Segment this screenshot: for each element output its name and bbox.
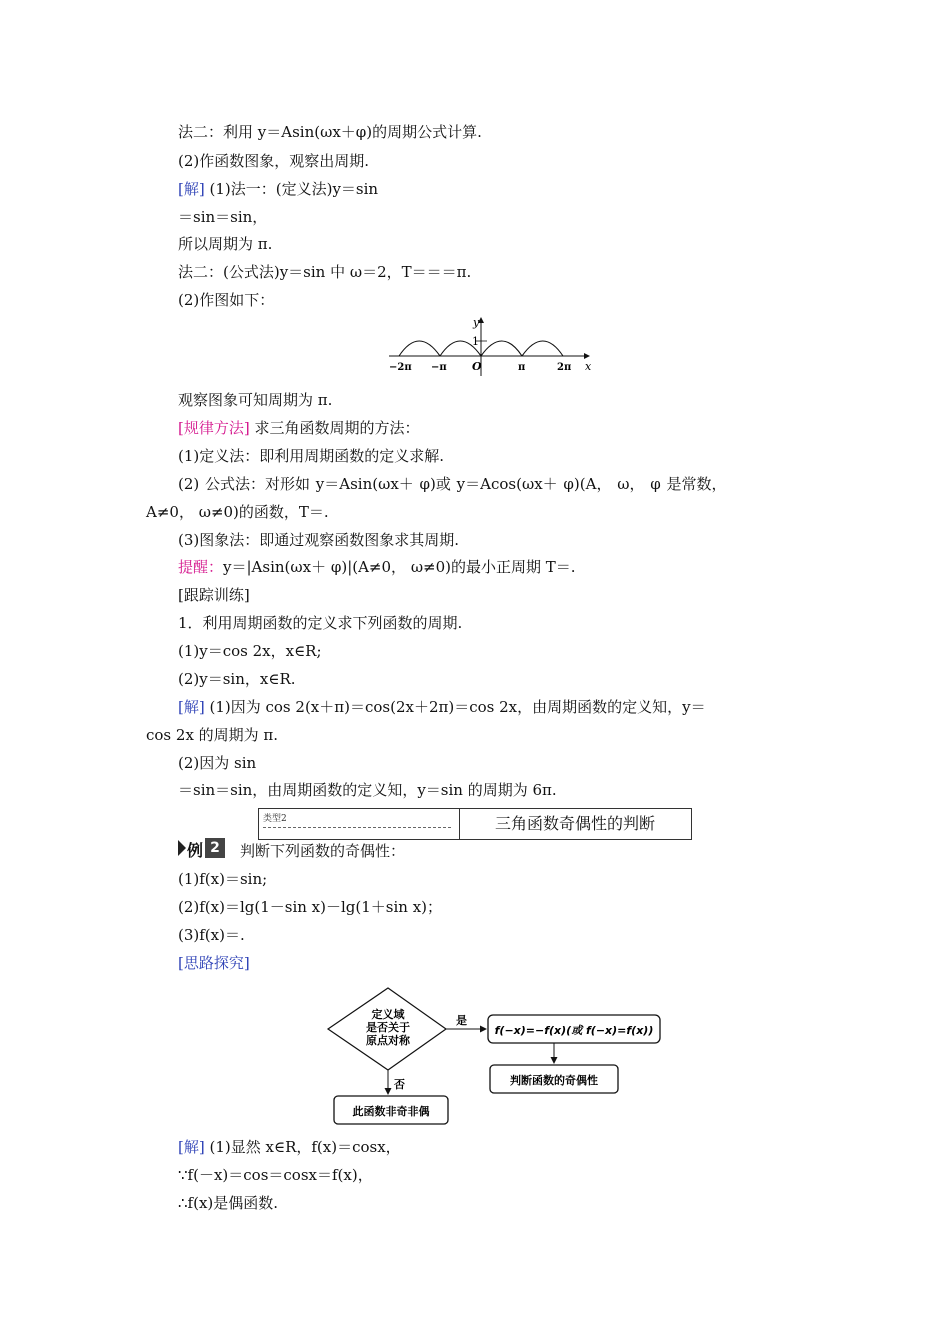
curve-arch-1	[399, 341, 440, 356]
neither-text: 此函数非奇非偶	[352, 1105, 430, 1118]
yes-label: 是	[456, 1014, 467, 1027]
line-14	[178, 557, 576, 577]
line-21: (2)因为 sin	[178, 754, 257, 772]
line-27: [思路探究]	[178, 954, 250, 972]
line-28	[178, 1137, 401, 1157]
type-heading-box	[258, 808, 692, 840]
line-24: (1)f(x)＝sin;	[178, 870, 268, 888]
line-4: ＝sin＝sin，	[178, 208, 268, 226]
triangle-icon	[178, 840, 186, 856]
type-tag: 类型2	[263, 814, 287, 824]
diamond-line: 是否关于	[366, 1021, 410, 1034]
example-word: 例	[187, 841, 204, 860]
line-13: (3)图象法：即通过观察函数图象求其周期.	[178, 531, 460, 549]
line-30: ∴f(x)是偶函数.	[178, 1194, 279, 1212]
line-3	[178, 179, 378, 199]
line-18: (2)y＝sin，x∈R.	[178, 670, 296, 688]
tick-label: π	[518, 362, 526, 373]
y-axis-label: y	[473, 316, 480, 329]
type-tag-cell	[259, 809, 460, 839]
solution-tag: [解]	[178, 180, 205, 198]
line-23: 判断下列函数的奇偶性：	[240, 842, 406, 860]
line-8: 观察图象可知周期为 π.	[178, 391, 333, 409]
line-19-text: (1)因为 cos 2(x＋π)＝cos(2x＋2π)＝cos 2x，由周期函数的定义知，y＝	[204, 698, 706, 716]
line-3-text: (1)法一：(定义法)y＝sin	[204, 180, 379, 198]
solution-tag: [解]	[178, 698, 205, 716]
line-2: (2)作函数图象，观察出周期.	[178, 152, 370, 170]
line-22: ＝sin＝sin，由周期函数的定义知，y＝sin 的周期为 6π.	[178, 781, 557, 799]
abs-sine-graph	[385, 312, 595, 378]
type-title: 三角函数奇偶性的判断	[494, 814, 655, 833]
reminder-tag: 提醒：	[178, 558, 224, 576]
diamond-line: 定义域	[371, 1008, 405, 1021]
line-19	[178, 697, 706, 717]
one-label: 1	[472, 335, 479, 348]
line-12: A≠0， ω≠0)的函数，T＝.	[146, 503, 329, 521]
line-6: 法二：(公式法)y＝sin 中 ω＝2，T＝＝＝π.	[178, 263, 472, 281]
line-14-text: y＝|Asin(ωx＋ φ)|(A≠0， ω≠0)的最小正周期 T＝.	[223, 558, 576, 576]
line-17: (1)y＝cos 2x，x∈R;	[178, 642, 322, 660]
line-1: 法二：利用 y＝Asin(ωx＋φ)的周期公式计算.	[178, 123, 482, 141]
line-28-text: (1)显然 x∈R，f(x)＝cosx，	[204, 1138, 401, 1156]
origin-label: O	[472, 360, 482, 373]
line-10: (1)定义法：即利用周期函数的定义求解.	[178, 447, 445, 465]
curve-arch-3	[481, 341, 522, 356]
condition-text: f(−x)=−f(x)(或 f(−x)=f(x))	[494, 1024, 654, 1037]
curve-arch-4	[522, 341, 563, 356]
line-29: ∵f(－x)＝cos＝cosx＝f(x)，	[178, 1166, 373, 1184]
line-11: (2) 公式法：对形如 y＝Asin(ωx＋ φ)或 y＝Acos(ωx＋ φ)(A， ω， φ 是常数，	[178, 475, 727, 493]
x-axis-label: x	[585, 360, 592, 373]
line-5: 所以周期为 π.	[178, 235, 273, 253]
solution-tag: [解]	[178, 1138, 205, 1156]
tick-label: −2π	[389, 362, 412, 373]
line-16: 1．利用周期函数的定义求下列函数的周期.	[178, 614, 463, 632]
line-9	[178, 418, 420, 438]
tick-label: −π	[431, 362, 447, 373]
line-26: (3)f(x)＝.	[178, 926, 245, 944]
example-number: 2	[205, 838, 225, 858]
line-9-text: 求三角函数周期的方法：	[249, 419, 420, 437]
judge-text: 判断函数的奇偶性	[510, 1074, 598, 1087]
line-25: (2)f(x)＝lg(1－sin x)－lg(1＋sin x)；	[178, 898, 443, 916]
flowchart	[320, 984, 670, 1130]
line-15: [跟踪训练]	[178, 586, 250, 604]
line-20: cos 2x 的周期为 π.	[146, 726, 279, 744]
line-7: (2)作图如下：	[178, 291, 275, 309]
no-label: 否	[394, 1078, 405, 1091]
method-tag: [规律方法]	[178, 419, 250, 437]
diamond-line: 原点对称	[366, 1034, 410, 1047]
tick-label: 2π	[557, 362, 572, 373]
type-tag-dashline	[263, 827, 451, 828]
